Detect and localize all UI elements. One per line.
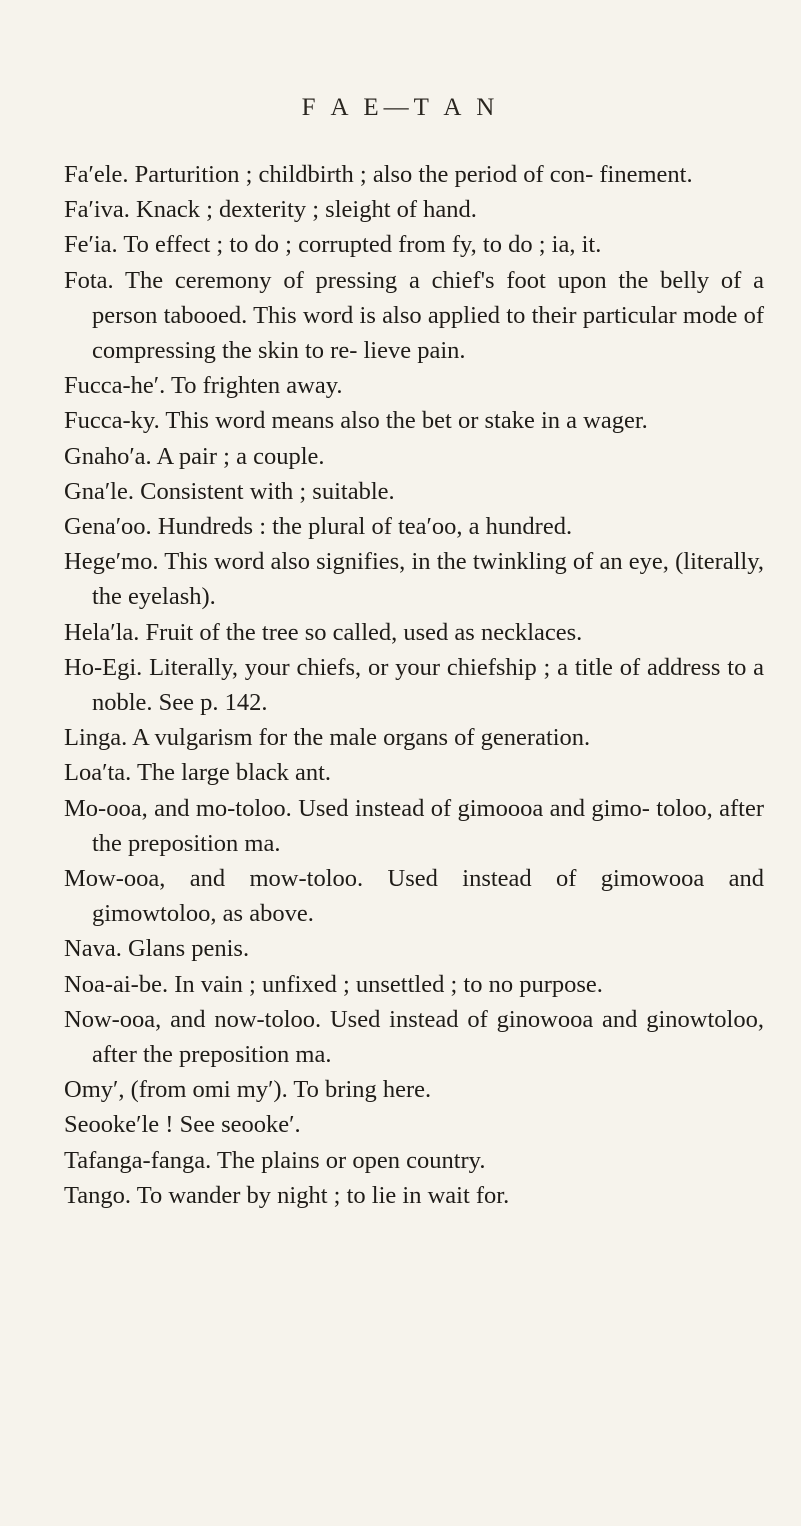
entry	[64, 368, 764, 403]
headword: Noa-ai-be.	[64, 970, 169, 998]
headword: Mo-ooa, and mo-toloo.	[64, 794, 292, 822]
entry	[64, 439, 764, 474]
headword: Hege′mo.	[64, 548, 159, 576]
headword: Fucca-ky.	[64, 407, 160, 435]
definition: The plains or open country.	[216, 1146, 486, 1174]
definition: In vain ; unfixed ; unsettled ; to no purpose.	[174, 970, 603, 998]
entry	[64, 1107, 764, 1142]
running-head: F A E—T A N	[301, 94, 500, 121]
entry	[64, 403, 764, 438]
headword: Gnaho′a.	[64, 442, 152, 470]
headword: Fe′ia.	[64, 231, 118, 259]
definition: Used instead of ginowooa and ginowtoloo, after the preposition ma.	[92, 1005, 764, 1069]
entry	[64, 227, 764, 262]
definition: Hundreds : the plural of tea′oo, a hundred.	[157, 513, 573, 541]
definition: Glans penis.	[127, 935, 250, 963]
entry	[64, 544, 764, 614]
definition: This word also signifies, in the twinkling of an eye, (literally, the eyelash).	[92, 548, 764, 611]
entry	[64, 1072, 764, 1107]
definition: A pair ; a couple.	[156, 442, 325, 470]
definition: To effect ; to do ; corrupted from fy, to do ; ia, it.	[123, 231, 602, 259]
entry	[64, 967, 764, 1002]
entry	[64, 615, 764, 650]
definition: Fruit of the tree so called, used as necklaces.	[145, 618, 583, 646]
definition: The large black ant.	[136, 759, 332, 787]
definition: To bring here.	[293, 1076, 432, 1104]
definition: Literally, your chiefs, or your chiefship ; a title of address to a noble. See p. 142.	[92, 653, 765, 717]
headword: Gena′oo.	[64, 513, 152, 541]
entry	[64, 1143, 764, 1178]
definition: Parturition ; childbirth ; also the period of con- finement.	[134, 161, 693, 188]
headword: Linga.	[64, 724, 128, 752]
entry	[64, 650, 764, 720]
entry	[64, 1002, 764, 1072]
headword: Mow-ooa, and mow-toloo.	[64, 865, 364, 893]
entry	[64, 509, 764, 544]
headword: Loa′ta.	[64, 759, 132, 787]
definition: This word means also the bet or stake in a wager.	[165, 407, 648, 435]
entry	[64, 861, 764, 931]
entry	[64, 755, 764, 790]
definition: To frighten away.	[170, 372, 343, 400]
entry	[64, 791, 764, 861]
entry	[64, 263, 764, 369]
definition: A vulgarism for the male organs of generation.	[132, 724, 591, 752]
entry	[64, 192, 764, 227]
headword: Tango.	[64, 1181, 132, 1209]
headword: Hela′la.	[64, 618, 140, 646]
headword: Tafanga-fanga.	[64, 1146, 212, 1174]
definition: Used instead of gimoooa and gimo- toloo, after the preposition ma.	[92, 794, 765, 857]
headword: Seooke′le !	[64, 1111, 174, 1139]
headword: Gna′le.	[64, 477, 134, 505]
headword: Fota.	[64, 266, 114, 294]
headword: Fucca-he′.	[64, 372, 166, 400]
headword: Ho-Egi.	[64, 653, 143, 681]
definition: Knack ; dexterity ; sleight of hand.	[136, 196, 477, 224]
entry	[64, 157, 764, 192]
headword: Fa′iva.	[64, 196, 130, 224]
headword: Fa′ele.	[64, 161, 129, 188]
entry	[64, 474, 764, 509]
headword: Omy′, (from omi my′).	[64, 1076, 288, 1104]
entry-list	[64, 157, 764, 1213]
definition: Used instead of gimowooa and gimowtoloo, as above.	[92, 865, 764, 928]
definition: To wander by night ; to lie in wait for.	[136, 1181, 510, 1209]
headword: Now-ooa, and now-toloo.	[64, 1005, 322, 1033]
definition: Consistent with ; suitable.	[140, 477, 395, 505]
definition: See seooke′.	[179, 1111, 301, 1139]
entry	[64, 931, 764, 966]
entry	[64, 1178, 764, 1213]
definition: The ceremony of pressing a chief's foot upon the belly of a person tabooed. This word is also applied to their particular mode of compressing the skin to re- lieve pain.	[92, 266, 764, 365]
headword: Nava.	[64, 935, 122, 963]
entry	[64, 720, 764, 755]
